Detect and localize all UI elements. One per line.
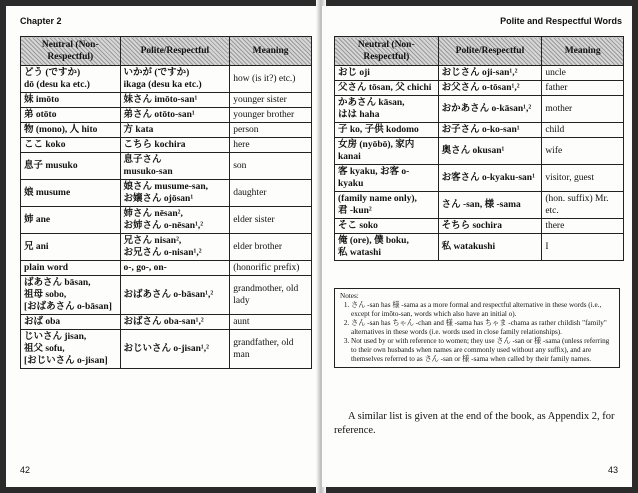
neutral-cell-line: (family name only), (338, 194, 417, 204)
table-row (335, 219, 624, 234)
table-row (21, 315, 312, 330)
polite-cell-line: いかが (ですか) (123, 68, 190, 78)
neutral-cell-line: plain word (24, 263, 69, 273)
neutral-cell-line: 弟 otōto (24, 110, 57, 120)
polite-cell-line: おじさん oji-san¹,² (441, 68, 518, 78)
meaning-cell: uncle (542, 66, 624, 81)
neutral-cell (335, 81, 439, 96)
polite-cell (120, 138, 230, 153)
neutral-cell (21, 234, 121, 261)
polite-cell-line: 私 watakushi (441, 242, 496, 252)
table-row (21, 207, 312, 234)
table-row (21, 108, 312, 123)
neutral-cell (21, 261, 121, 276)
notes-list (340, 301, 614, 364)
neutral-cell-line: 娘 musume (24, 188, 71, 198)
meaning-cell: visitor, guest (542, 165, 624, 192)
neutral-cell-line: [おじいさん o-jisan] (24, 356, 108, 366)
meaning-cell: son (230, 153, 312, 180)
neutral-cell-line: dō (desu ka etc.) (24, 80, 90, 90)
table-row (335, 123, 624, 138)
neutral-cell-line: 姉 ane (24, 215, 51, 225)
neutral-cell-line: 君 -kun² (338, 206, 372, 216)
polite-cell-line: 娘さん musume-san, (123, 182, 208, 192)
polite-cell-line: さん -san, 様 -sama (441, 200, 521, 210)
meaning-cell: aunt (230, 315, 312, 330)
table-row (335, 165, 624, 192)
neutral-cell (21, 138, 121, 153)
polite-cell (120, 153, 230, 180)
meaning-cell: child (542, 123, 624, 138)
neutral-cell (335, 66, 439, 81)
note-item: 2. さん -san has ちゃん -chan and 様 -sama has ちゃま -chama as rather childish "family" alternatives in these words (i.e. words used in close family relationships). (351, 319, 614, 337)
meaning-cell: (hon. suffix) Mr. etc. (542, 192, 624, 219)
table-row (21, 276, 312, 315)
neutral-cell (21, 123, 121, 138)
polite-cell (120, 108, 230, 123)
polite-cell-line: おばさん oba-san¹,² (123, 317, 204, 327)
polite-cell (438, 96, 542, 123)
polite-cell-line: 息子さん (123, 155, 162, 165)
polite-cell-line: おじいさん o-jisan¹,² (123, 344, 209, 354)
table-row (21, 180, 312, 207)
polite-cell (438, 81, 542, 96)
page-number: 42 (20, 465, 31, 475)
meaning-cell: wife (542, 138, 624, 165)
meaning-cell: person (230, 123, 312, 138)
note-item: 3. Not used by or with reference to women; they use さん -san or 様 -sama (unless referring to their own husbands when names are commonly used without any suffix), and are themselves referred to as さん -san or 様 -sama when called by their family names. (351, 337, 614, 364)
neutral-cell-line: どう (ですか) (24, 68, 81, 78)
col-header-neutral: Neutral (Non-Respectful) (21, 37, 121, 66)
polite-cell-line: 奥さん okusan¹ (441, 146, 505, 156)
neutral-cell-line: そこ soko (338, 221, 378, 231)
polite-cell-line: 兄さん nisan², (123, 236, 182, 246)
neutral-cell (335, 219, 439, 234)
table-body (21, 66, 312, 369)
neutral-cell-line: 客 kyaku, お客 o-kyaku (338, 167, 410, 189)
neutral-cell (335, 138, 439, 165)
meaning-cell: father (542, 81, 624, 96)
table-row (21, 261, 312, 276)
polite-cell-line: 妹さん imōto-san¹ (123, 95, 198, 105)
notes-title: Notes: (340, 292, 359, 300)
polite-cell (438, 66, 542, 81)
col-header-neutral: Neutral (Non-Respectful) (335, 37, 439, 66)
polite-cell-line: お客さん o-kyaku-san¹ (441, 173, 535, 183)
neutral-cell-line: 祖母 sobo, (24, 290, 67, 300)
chapter-header: Chapter 2 (20, 16, 62, 26)
neutral-cell (21, 108, 121, 123)
neutral-cell-line: ばあさん bāsan, (24, 278, 91, 288)
neutral-cell (335, 234, 439, 261)
neutral-cell-line: はは haha (338, 110, 380, 120)
polite-cell (120, 93, 230, 108)
table-row (21, 93, 312, 108)
neutral-cell (21, 180, 121, 207)
meaning-cell: (honorific prefix) (230, 261, 312, 276)
meaning-cell: younger sister (230, 93, 312, 108)
meaning-cell: mother (542, 96, 624, 123)
polite-cell-line: 方 kata (123, 125, 154, 135)
polite-cell (120, 234, 230, 261)
table-row (21, 138, 312, 153)
neutral-cell-line: ここ koko (24, 140, 66, 150)
neutral-cell (21, 66, 121, 93)
table-row (21, 234, 312, 261)
meaning-cell: elder sister (230, 207, 312, 234)
meaning-cell: I (542, 234, 624, 261)
right-page (322, 6, 632, 487)
meaning-cell: there (542, 219, 624, 234)
note-item: 1. さん -san has 様 -sama as a more formal and respectful alternative in these words (i.e., except for imōto-san, words which also have an initial o). (351, 301, 614, 319)
meaning-cell: how (is it?) etc.) (230, 66, 312, 93)
neutral-cell (21, 330, 121, 369)
polite-cell-line: そちら sochira (441, 221, 502, 231)
table-row (21, 123, 312, 138)
polite-cell-line: お姉さん o-nēsan¹,² (123, 221, 204, 231)
neutral-cell-line: 兄 ani (24, 242, 49, 252)
table-row (335, 234, 624, 261)
table-row (21, 66, 312, 93)
polite-cell-line: こちら kochira (123, 140, 186, 150)
polite-cell-line: ikaga (desu ka etc.) (123, 80, 202, 90)
polite-cell-line: お兄さん o-nisan¹,² (123, 248, 202, 258)
section-header: Polite and Respectful Words (500, 16, 622, 26)
table-body (335, 66, 624, 261)
neutral-cell (21, 93, 121, 108)
polite-cell (438, 192, 542, 219)
col-header-meaning: Meaning (542, 37, 624, 66)
neutral-cell-line: 私 watashi (338, 248, 382, 258)
table-row (335, 66, 624, 81)
honorific-table-left (20, 36, 312, 369)
col-header-meaning: Meaning (230, 37, 312, 66)
neutral-cell-line: 女房 (nyōbō), 家内 kanai (338, 140, 415, 162)
polite-cell (120, 180, 230, 207)
table-row (335, 96, 624, 123)
polite-cell-line: o-, go-, on- (123, 263, 167, 273)
polite-cell (120, 315, 230, 330)
polite-cell (120, 207, 230, 234)
polite-cell (438, 138, 542, 165)
neutral-cell-line: 子 ko, 子供 kodomo (338, 125, 419, 135)
polite-cell-line: おかあさん o-kāsan¹,² (441, 104, 532, 114)
neutral-cell (335, 192, 439, 219)
polite-cell (120, 261, 230, 276)
neutral-cell (21, 207, 121, 234)
polite-cell-line: 弟さん otōto-san¹ (123, 110, 195, 120)
neutral-cell (21, 315, 121, 330)
meaning-cell: elder brother (230, 234, 312, 261)
neutral-cell (335, 123, 439, 138)
neutral-cell (335, 96, 439, 123)
neutral-cell-line: 息子 musuko (24, 161, 78, 171)
polite-cell (438, 123, 542, 138)
polite-cell-line: musuko-san (123, 167, 173, 177)
neutral-cell (335, 165, 439, 192)
polite-cell-line: お子さん o-ko-san¹ (441, 125, 520, 135)
polite-cell (120, 276, 230, 315)
table-row (21, 153, 312, 180)
table-row (335, 192, 624, 219)
neutral-cell-line: じいさん jisan, (24, 332, 87, 342)
neutral-cell-line: 妹 imōto (24, 95, 60, 105)
table-row (21, 330, 312, 369)
neutral-cell-line: 俺 (ore), 僕 boku, (338, 236, 409, 246)
neutral-cell-line: 父さん tōsan, 父 chichi (338, 83, 432, 93)
polite-cell-line: おばあさん o-bāsan¹,² (123, 290, 214, 300)
polite-cell (438, 234, 542, 261)
table-row (335, 81, 624, 96)
neutral-cell-line: かあさん kāsan, (338, 98, 405, 108)
polite-cell-line: お嬢さん ojōsan¹ (123, 194, 194, 204)
polite-cell (120, 123, 230, 138)
polite-cell-line: お父さん o-tōsan¹,² (441, 83, 520, 93)
meaning-cell: younger brother (230, 108, 312, 123)
neutral-cell (21, 153, 121, 180)
neutral-cell-line: おば oba (24, 317, 61, 327)
neutral-cell-line: 祖父 sofu, (24, 344, 65, 354)
meaning-cell: daughter (230, 180, 312, 207)
notes-box (334, 288, 620, 368)
neutral-cell-line: [おばあさん o-bāsan] (24, 302, 112, 312)
polite-cell (438, 165, 542, 192)
page-number: 43 (607, 465, 618, 475)
neutral-cell-line: 物 (mono), 人 hito (24, 125, 98, 135)
polite-cell (120, 66, 230, 93)
meaning-cell: grandmother, old lady (230, 276, 312, 315)
left-page (6, 6, 320, 487)
body-paragraph: A similar list is given at the end of the book, as Appendix 2, for reference. (334, 410, 615, 436)
polite-cell-line: 姉さん nēsan², (123, 209, 183, 219)
meaning-cell: grandfather, old man (230, 330, 312, 369)
col-header-polite: Polite/Respectful (120, 37, 230, 66)
honorific-table-right (334, 36, 624, 261)
polite-cell (120, 330, 230, 369)
polite-cell (438, 219, 542, 234)
col-header-polite: Polite/Respectful (438, 37, 542, 66)
neutral-cell-line: おじ oji (338, 68, 370, 78)
meaning-cell: here (230, 138, 312, 153)
neutral-cell (21, 276, 121, 315)
table-row (335, 138, 624, 165)
